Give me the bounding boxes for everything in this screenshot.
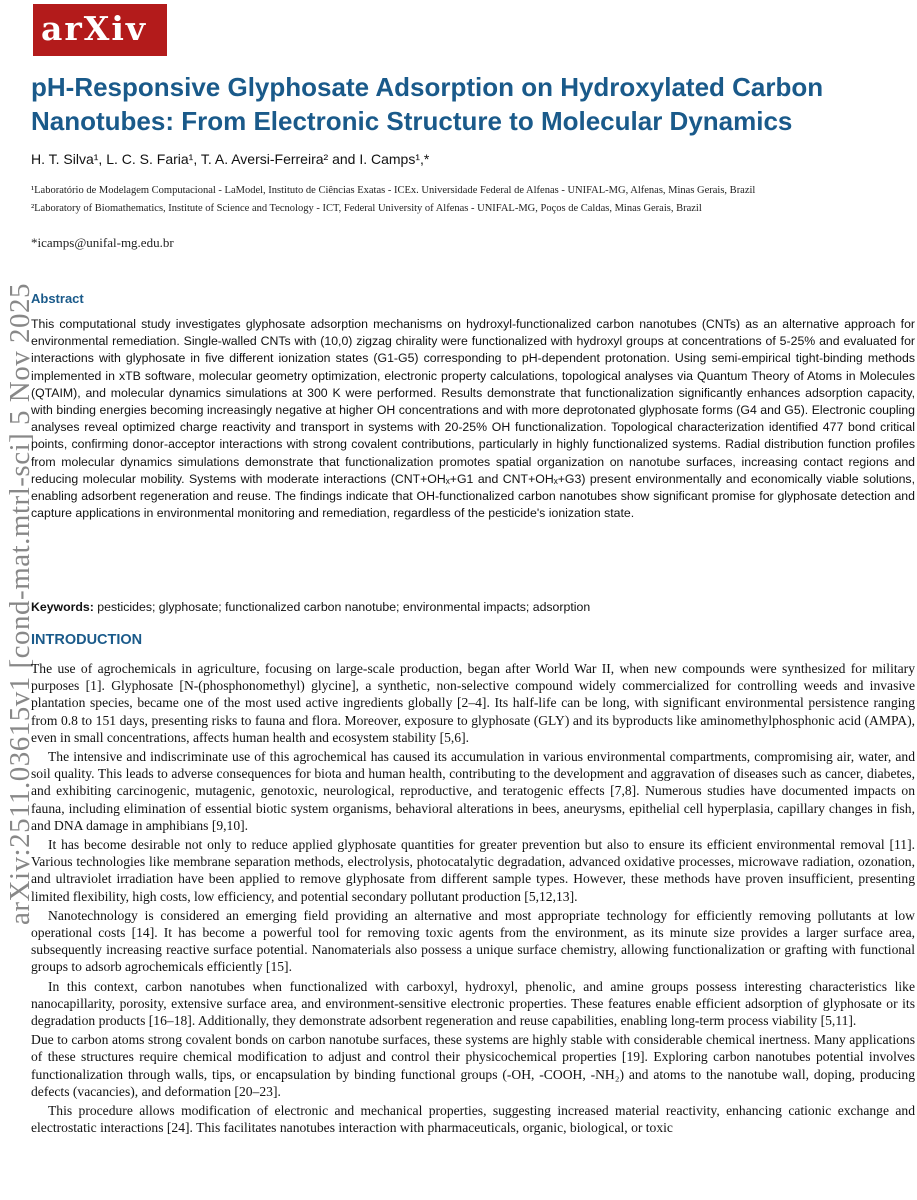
intro-paragraph-7: This procedure allows modification of electronic and mechanical properties, suggesting increased material reactivity, enhancing cationic exchange and electrostatic interactions [24]. This facilitates nanotubes interaction with pharmaceuticals, organic, biological, or toxic — [31, 1103, 915, 1136]
keywords-line — [31, 600, 590, 614]
intro-paragraph-4: Nanotechnology is considered an emerging field providing an alternative and most appropriate technology for efficiently removing pollutants at low operational costs [14]. It has become a powerful tool for removing toxic agents from the environment, as its minute size provides a larger surface area, subsequently increasing reactive surface potential. Nanomaterials also possess a unique surface chemistry, allowing functionalization or grafting with functional groups to adsorb agrochemicals efficiently [15]. — [31, 907, 915, 975]
affiliation-2: ²Laboratory of Biomathematics, Institute of Science and Tecnology - ICT, Federal University of Alfenas - UNIFAL-MG, Poços de Caldas, Minas Gerais, Brazil — [31, 203, 702, 214]
intro-paragraph-2: The intensive and indiscriminate use of this agrochemical has caused its accumulation in various environmental compartments, compromising air, water, and soil quality. This leads to adverse consequences for biota and human health, contributing to the development and aggravation of diseases such as cancer, diabetes, and exhibiting carcinogenic, mutagenic, genotoxic, neurological, reproductive, and teratogenic effects [7,8]. Numerous studies have documented impacts on fauna, including elimination of essential biotic system organisms, behavioral alterations in bees, aneurysms, epithelial cell hyperplasia, capillary changes in fish, and DNA damage in amphibians [9,10]. — [31, 749, 915, 833]
intro-paragraph-6: Due to carbon atoms strong covalent bonds on carbon nanotube surfaces, these systems are highly stable with considerable chemical inertness. Many applications of these structures require chemical modification to adjust and control their physicochemical properties [19]. Exploring carbon nanotubes potential involves functionalization through walls, tips, or encapsulation by binding functional groups (-OH, -COOH, -NH₂) and atoms to the nanotube wall, doping, producing defects (vacancies), and deformation [20–23]. — [31, 1032, 915, 1099]
intro-paragraph-3: It has become desirable not only to reduce applied glyphosate quantities for greater prevention but also to ensure its efficient environmental removal [11]. Various technologies like membrane separation methods, electrolysis, photocatalytic degradation, advanced oxidative processes, microwave radiation, ozonation, and ultraviolet irradiation have been applied to remove glyphosate from different sample types. However, these methods have proven insufficient, presenting limited flexibility, high costs, low efficiency, and potential secondary pollutant production [5,12,13]. — [31, 837, 915, 904]
keywords-list: pesticides; glyphosate; functionalized carbon nanotube; environmental impacts; adsorption — [97, 600, 591, 614]
introduction-body — [31, 660, 915, 1138]
affiliation-1: ¹Laboratório de Modelagem Computacional - LaModel, Instituto de Ciências Exatas - ICEx. Universidade Federal de Alfenas - UNIFAL-MG, Alfenas, Minas Gerais, Brazil — [31, 185, 756, 196]
arxiv-identifier-sidebar: arXiv:2511.03615v1 [cond-mat.mtrl-sci] 5 Nov 2025 — [4, 283, 36, 925]
author-list: H. T. Silva¹, L. C. S. Faria¹, T. A. Aversi-Ferreira² and I. Camps¹,* — [31, 151, 430, 167]
intro-paragraph-5: In this context, carbon nanotubes when functionalized with carboxyl, hydroxyl, phenolic, and amine groups possess interesting characteristics like nanocapillarity, porosity, extensive surface area, and environment-sensitive electronic properties. These features enable efficient adsorption of glyphosate or its degradation products [16–18]. Additionally, they demonstrate adsorbent regeneration and reuse capabilities, enabling long-term process viability [5,11]. — [31, 978, 915, 1029]
abstract-text: This computational study investigates glyphosate adsorption mechanisms on hydroxyl-functionalized carbon nanotubes (CNTs) as an alternative approach for environmental remediation. Single-walled CNTs with (10,0) zigzag chirality were functionalized with hydroxyl groups at concentrations of 5-25% and evaluated for interactions with glyphosate in five different ionization states (G1-G5) corresponding to pH-dependent protonation. Using semi-empirical tight-binding methods implemented in xTB software, molecular geometry optimization, electronic property calculations, topological analyses via Quantum Theory of Atoms in Molecules (QTAIM), and molecular dynamics simulations at 300 K were performed. Results demonstrate that functionalization significantly enhances adsorption capacity, with binding energies becoming increasingly negative at higher OH concentrations and with more deprotonated glyphosate forms (G4 and G5). Electronic coupling analyses reveal optimized charge reactivity and transport in systems with 20-25% OH functionalization. Topological characterization identified 477 bond critical points, confirming donor-acceptor interactions with strong covalent contributions, particularly in highly functionalized systems. Radial distribution function profiles from molecular dynamics simulations demonstrate that functionalization promotes spatial organization on nanotube surfaces, increasing contact regions and reducing molecular mobility. Systems with moderate interactions (CNT+OHₓ+G1 and CNT+OHₓ+G3) present environmentally and economically viable solutions, enabling adsorbent regeneration and reuse. The findings indicate that OH-functionalized carbon nanotubes show significant promise for glyphosate detection and capture applications in environmental monitoring and remediation, regardless of the pesticide's ionization state. — [31, 317, 915, 521]
abstract-heading: Abstract — [31, 291, 84, 306]
arxiv-logo[interactable] — [33, 4, 167, 56]
paper-title: pH-Responsive Glyphosate Adsorption on Hydroxylated Carbon Nanotubes: From Electronic Structure to Molecular Dynamics — [31, 72, 824, 136]
intro-paragraph-1: The use of agrochemicals in agriculture, focusing on large-scale production, began after World War II, when new compounds were synthesized for military purposes [1]. Glyphosate [N-(phosphonomethyl) glycine], a synthetic, non-selective compound widely commercialized for controlling weeds and invasive plantation species, became one of the most used active ingredients globally [2–4]. Its half-life can be long, with significant environmental persistence ranging from 0.8 to 151 days, presenting risks to fauna and flora. Moreover, exposure to glyphosate (GLY) and its byproducts like aminomethylphosphonic acid (AMPA), even in small concentrations, affects human health and ecosystem stability [5,6]. — [31, 661, 915, 745]
arxiv-logo-text: arXiv — [41, 9, 148, 48]
corresponding-email[interactable]: *icamps@unifal-mg.edu.br — [31, 235, 174, 250]
keywords-label: Keywords: — [31, 600, 94, 614]
introduction-heading: INTRODUCTION — [31, 632, 143, 648]
